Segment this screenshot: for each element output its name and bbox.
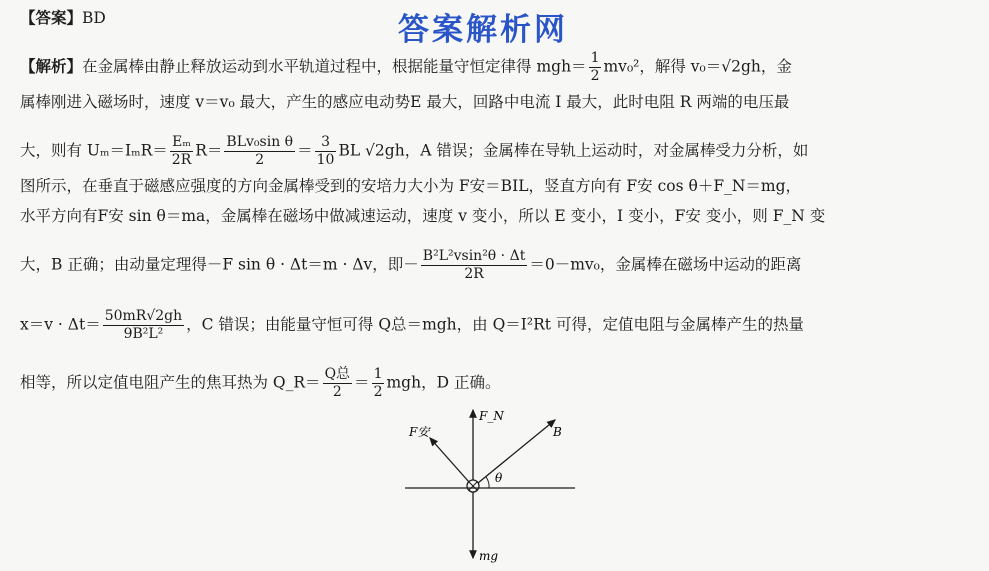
theta-label: θ xyxy=(495,471,503,485)
answer-value: BD xyxy=(82,9,106,27)
equals-1: ＝ xyxy=(297,141,313,160)
fraction-half-2: $\frac{1}{2}$ xyxy=(373,366,383,400)
analysis-line-1 xyxy=(20,50,970,85)
f-ampere-label: F安 xyxy=(409,425,430,439)
analysis-line-7 xyxy=(20,308,970,343)
analysis-line-8 xyxy=(20,366,970,401)
equals-3: ＝ xyxy=(354,373,370,392)
answer-line xyxy=(20,8,970,28)
analysis-text-1a: 在金属棒由静止释放运动到水平轨道过程中，根据能量守恒定律得 mgh＝ xyxy=(82,57,587,76)
f-ampere-arrow xyxy=(430,438,469,482)
analysis-line-5: 水平方向有F安 sin θ＝ma，金属棒在磁场中做减速运动，速度 v 变小，所以 E 变小，I 变小，F安 变小，则 F_N 变 xyxy=(20,207,826,225)
b-label: B xyxy=(553,425,562,439)
theta-arc xyxy=(486,477,489,488)
analysis-text-8a: 相等，所以定值电阻产生的焦耳热为 Q_R＝ xyxy=(20,373,321,392)
analysis-label: 【解析】 xyxy=(20,56,83,76)
analysis-text-7a: x＝v · Δt＝ xyxy=(20,315,101,334)
analysis-text-8b: mgh，D 正确。 xyxy=(386,373,501,392)
analysis-text-6a: 大，B 正确；由动量定理得－F sin θ · Δt＝m · Δv，即－ xyxy=(20,255,419,274)
fraction-q-total: $\frac{\text{Q总}}{2}$ xyxy=(324,366,351,400)
b-arrow xyxy=(478,420,555,483)
analysis-text-3a: 大，则有 Uₘ＝IₘR＝ xyxy=(20,141,168,160)
analysis-line-3 xyxy=(20,134,970,169)
analysis-text-6b: ＝0－mv₀，金属棒在磁场中运动的距离 xyxy=(529,255,802,274)
fn-label: F_N xyxy=(479,409,504,423)
mg-label: mg xyxy=(479,549,499,563)
analysis-line-2: 属棒刚进入磁场时，速度 v＝v₀ 最大，产生的感应电动势E 最大，回路中电流 I 最大，此时电阻 R 两端的电压最 xyxy=(20,93,790,111)
analysis-text-1b: mv₀²，解得 v₀＝√2gh，金 xyxy=(603,57,792,76)
force-diagram xyxy=(395,398,595,568)
fraction-blv: $\frac{\text{BLv₀sin θ}}{2}$ xyxy=(226,134,294,168)
r-equals: R＝ xyxy=(195,141,223,160)
fraction-three-tenths: $\frac{3}{10}$ xyxy=(316,134,335,168)
watermark: 答案解析网 xyxy=(398,12,568,48)
analysis-text-3b: ，A 错误；金属棒在导轨上运动时，对金属棒受力分析，如 xyxy=(404,141,809,160)
fraction-em: $\frac{\text{Eₘ}}{2R}$ xyxy=(171,134,192,168)
analysis-line-4: 图所示，在垂直于磁感应强度的方向金属棒受到的安培力大小为 F安＝BIL，竖直方向有 F安 cos θ＋F_N＝mg， xyxy=(20,177,802,195)
fraction-impulse: $\frac{\text{B²L²vsin²θ · Δt}}{2R}$ xyxy=(422,248,526,282)
bl-sqrt: BL √2gh xyxy=(338,141,405,160)
fraction-half: $\frac{1}{2}$ xyxy=(590,50,600,84)
fraction-distance: $\frac{50mR√2gh}{\text{9B²L²}}$ xyxy=(104,308,183,342)
answer-label: 【答案】 xyxy=(20,8,83,27)
analysis-line-6 xyxy=(20,248,970,283)
analysis-text-7b: ，C 错误；由能量守恒可得 Q总＝mgh，由 Q＝I²Rt 可得，定值电阻与金属棒产生的热量 xyxy=(186,315,804,334)
